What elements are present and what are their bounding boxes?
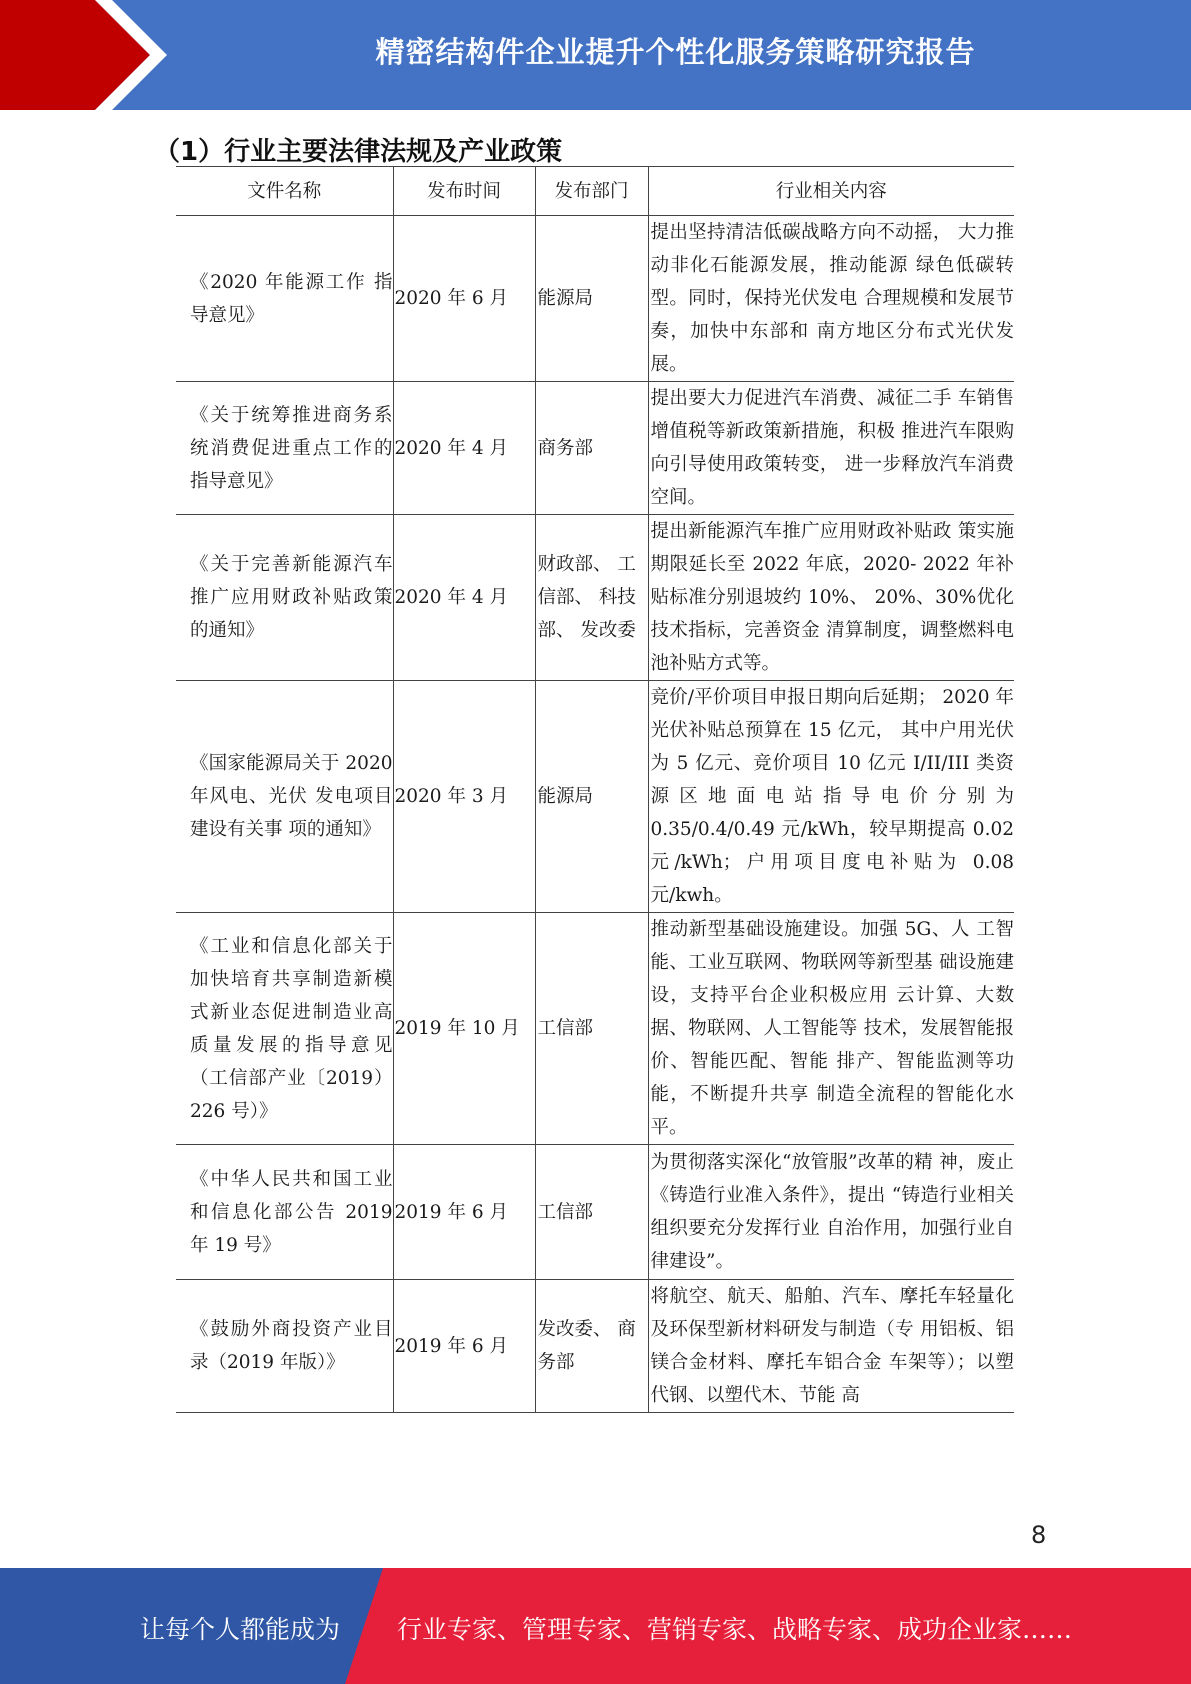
table-row <box>176 216 1014 382</box>
table-row <box>176 382 1014 515</box>
cell-dept: 财政部、 工信部、 科技部、 发改委 <box>535 515 648 681</box>
cell-name: 《中华人民共和国工业和信息化部公告 2019 年 19 号》 <box>176 1145 393 1280</box>
cell-content: 推动新型基础设施建设。加强 5G、人 工智能、工业互联网、物联网等新型基 础设施建设，支持平台企业积极应用 云计算、大数据、物联网、人工智能等 技术，发展智能报价、智能匹配、智能 排产、智能监测等功能，不断提升共享 制造全流程的智能化水平。 <box>648 913 1014 1145</box>
cell-dept: 发改委、 商务部 <box>535 1280 648 1413</box>
table-row <box>176 515 1014 681</box>
cell-content: 竞价/平价项目申报日期向后延期； 2020 年光伏补贴总预算在 15 亿元， 其中户用光伏为 5 亿元、竞价项目 10 亿元 I/II/III 类资源区地面电站指导电价分别为 0.35/0.4/0.49 元/kWh，较早期提高 0.02 元/kWh；户用项目度电补贴为 0.08 元/kwh。 <box>648 681 1014 913</box>
page-number: 8 <box>1031 1521 1047 1549</box>
cell-name: 《关于完善新能源汽车推广应用财政补贴政策的通知》 <box>176 515 393 681</box>
cell-dept: 能源局 <box>535 216 648 382</box>
cell-name: 《工业和信息化部关于加快培育共享制造新模式新业态促进制造业高质量发展的指导意见（工信部产业〔2019） 226 号）》 <box>176 913 393 1145</box>
cell-content: 提出坚持清洁低碳战略方向不动摇， 大力推动非化石能源发展，推动能源 绿色低碳转型。同时，保持光伏发电 合理规模和发展节奏，加快中东部和 南方地区分布式光伏发展。 <box>648 216 1014 382</box>
footer-slogan-left: 让每个人都能成为 <box>140 1615 341 1644</box>
cell-name: 《关于统筹推进商务系统消费促进重点工作的指导意见》 <box>176 382 393 515</box>
table-row <box>176 1280 1014 1413</box>
cell-date: 2019 年 6 月 <box>393 1280 535 1413</box>
cell-dept: 商务部 <box>535 382 648 515</box>
cell-date: 2019 年 6 月 <box>393 1145 535 1280</box>
cell-date: 2019 年 10 月 <box>393 913 535 1145</box>
section-heading: （1）行业主要法律法规及产业政策 <box>154 137 563 167</box>
table-header-row <box>176 167 1014 216</box>
column-header-content: 行业相关内容 <box>648 167 1014 216</box>
table-row <box>176 1145 1014 1280</box>
cell-date: 2020 年 4 月 <box>393 515 535 681</box>
table-row <box>176 913 1014 1145</box>
cell-content: 将航空、航天、船舶、汽车、摩托车轻量化及环保型新材料研发与制造（专 用铝板、铝镁合金材料、摩托车铝合金 车架等）；以塑代钢、以塑代木、节能 高 <box>648 1280 1014 1413</box>
cell-date: 2020 年 4 月 <box>393 382 535 515</box>
cell-name: 《国家能源局关于 2020 年风电、光伏 发电项目建设有关事 项的通知》 <box>176 681 393 913</box>
cell-dept: 工信部 <box>535 1145 648 1280</box>
cell-content: 提出要大力促进汽车消费、减征二手 车销售增值税等新政策新措施，积极 推进汽车限购向引导使用政策转变， 进一步释放汽车消费空间。 <box>648 382 1014 515</box>
column-header-name: 文件名称 <box>176 167 393 216</box>
cell-dept: 工信部 <box>535 913 648 1145</box>
report-title: 精密结构件企业提升个性化服务策略研究报告 <box>375 35 976 69</box>
cell-content: 提出新能源汽车推广应用财政补贴政 策实施期限延长至 2022 年底，2020- 2022 年补贴标准分别退坡约 10%、 20%、30%优化技术指标，完善资金 清算制度，调整燃料电池补贴方式等。 <box>648 515 1014 681</box>
cell-dept: 能源局 <box>535 681 648 913</box>
cell-content: 为贯彻落实深化“放管服”改革的精 神，废止《铸造行业准入条件》，提出 “铸造行业相关组织要充分发挥行业 自治作用，加强行业自律建设”。 <box>648 1145 1014 1280</box>
column-header-dept: 发布部门 <box>535 167 648 216</box>
column-header-date: 发布时间 <box>393 167 535 216</box>
cell-date: 2020 年 3 月 <box>393 681 535 913</box>
cell-date: 2020 年 6 月 <box>393 216 535 382</box>
footer-slogan-right: 行业专家、管理专家、营销专家、战略专家、成功企业家…… <box>397 1615 1073 1644</box>
table-row <box>176 681 1014 913</box>
cell-name: 《2020 年能源工作 指导意见》 <box>176 216 393 382</box>
policy-table <box>176 166 1014 1413</box>
cell-name: 《鼓励外商投资产业目录（2019 年版）》 <box>176 1280 393 1413</box>
